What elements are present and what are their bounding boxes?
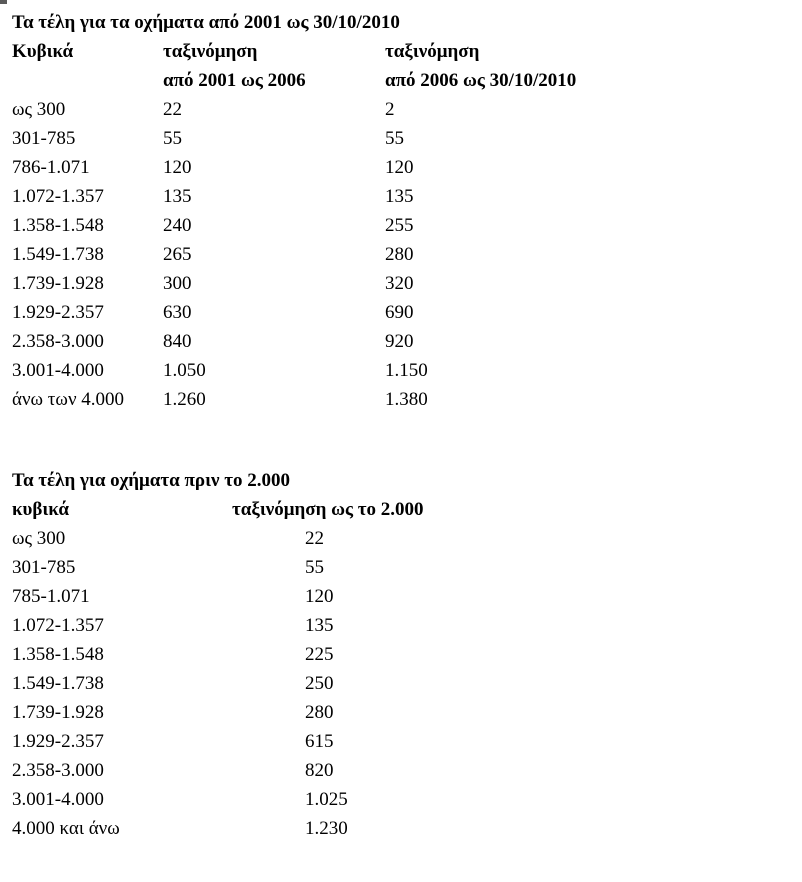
table-row [0,95,802,124]
table2-r6-cubic: 1.739-1.928 [12,702,104,723]
table-row [0,582,802,611]
table2-r10-cubic: 4.000 και άνω [12,818,120,839]
table-row [0,785,802,814]
table2-r7-cubic: 1.929-2.357 [12,731,104,752]
table2-header-class-to-2000 [232,495,424,524]
table2-r5-cubic: 1.549-1.738 [12,673,104,694]
table2-r0-tax: 22 [305,528,324,549]
table1-r0-tax-2001-2006: 22 [163,99,182,120]
table1-header-class-2006-2010-line1: ταξινόμηση [385,41,480,62]
table1-r8-cubic: 2.358-3.000 [12,331,104,352]
table-row [0,727,802,756]
table2-r9-tax: 1.025 [305,789,348,810]
table1-header-cubic [12,37,73,66]
table-row [0,153,802,182]
table1-title: Τα τέλη για τα οχήματα από 2001 ως 30/10/2010 [12,12,400,33]
table2-r1-cubic: 301-785 [12,557,76,578]
table1-header-row [0,37,802,95]
table2-r6-tax: 280 [305,702,334,723]
table2-r4-cubic: 1.358-1.548 [12,644,104,665]
table1-r0-tax-2006-2010: 2 [385,99,395,120]
table1-r7-tax-2001-2006: 630 [163,302,192,323]
table-row [0,814,802,843]
table-row [0,385,802,414]
table1-r9-tax-2006-2010: 1.150 [385,360,428,381]
table-row [0,124,802,153]
table2-r2-tax: 120 [305,586,334,607]
table2-body [0,524,802,843]
table1-r2-tax-2001-2006: 120 [163,157,192,178]
table1-r5-cubic: 1.549-1.738 [12,244,104,265]
table2-r9-cubic: 3.001-4.000 [12,789,104,810]
table1-r4-tax-2001-2006: 240 [163,215,192,236]
table2-header-cubic [12,495,69,524]
table2-header-cubic-line1: κυβικά [12,499,69,520]
table1-r1-tax-2001-2006: 55 [163,128,182,149]
table2-r8-cubic: 2.358-3.000 [12,760,104,781]
table1-r4-tax-2006-2010: 255 [385,215,414,236]
table1-r8-tax-2001-2006: 840 [163,331,192,352]
table1-r5-tax-2006-2010: 280 [385,244,414,265]
table-row [0,640,802,669]
vehicle-tax-table-before-2000 [0,466,802,843]
table2-r0-cubic: ως 300 [12,528,66,549]
table1-r10-cubic: άνω των 4.000 [12,389,125,410]
table1-r3-tax-2006-2010: 135 [385,186,414,207]
table1-r5-tax-2001-2006: 265 [163,244,192,265]
table-row [0,269,802,298]
table-row [0,182,802,211]
table1-r1-tax-2006-2010: 55 [385,128,404,149]
table1-r10-tax-2001-2006: 1.260 [163,389,206,410]
table-row [0,756,802,785]
table1-r2-cubic: 786-1.071 [12,157,90,178]
table1-r0-cubic: ως 300 [12,99,66,120]
vehicle-tax-table-2001-2010 [0,8,802,414]
table-row [0,553,802,582]
table2-r8-tax: 820 [305,760,334,781]
table1-header-class-2006-2010 [385,37,576,95]
table2-r5-tax: 250 [305,673,334,694]
table1-r9-tax-2001-2006: 1.050 [163,360,206,381]
table-row [0,211,802,240]
table-row [0,524,802,553]
table2-r10-tax: 1.230 [305,818,348,839]
table1-r8-tax-2006-2010: 920 [385,331,414,352]
table1-r6-tax-2006-2010: 320 [385,273,414,294]
table1-header-class-2006-2010-line2: από 2006 ως 30/10/2010 [385,70,577,91]
table1-r4-cubic: 1.358-1.548 [12,215,104,236]
table-row [0,298,802,327]
table1-r6-tax-2001-2006: 300 [163,273,192,294]
table-row [0,611,802,640]
table-row [0,356,802,385]
table-row [0,698,802,727]
table2-r1-tax: 55 [305,557,324,578]
table2-r3-cubic: 1.072-1.357 [12,615,104,636]
table1-r7-tax-2006-2010: 690 [385,302,414,323]
table1-r10-tax-2006-2010: 1.380 [385,389,428,410]
table1-r3-tax-2001-2006: 135 [163,186,192,207]
table1-header-class-2001-2006 [163,37,306,95]
table1-header-cubic-line1: Κυβικά [12,41,74,62]
table1-r3-cubic: 1.072-1.357 [12,186,104,207]
table2-header-row [0,495,802,524]
table1-r6-cubic: 1.739-1.928 [12,273,104,294]
table2-r2-cubic: 785-1.071 [12,586,90,607]
table2-header-class-to-2000-line1: ταξινόμηση ως το 2.000 [232,499,424,520]
table1-body [0,95,802,414]
table1-header-class-2001-2006-line2: από 2001 ως 2006 [163,70,306,91]
table1-header-class-2001-2006-line1: ταξινόμηση [163,41,258,62]
table2-r4-tax: 225 [305,644,334,665]
table-row [0,669,802,698]
table1-r2-tax-2006-2010: 120 [385,157,414,178]
table2-title: Τα τέλη για οχήματα πριν το 2.000 [12,470,290,491]
table1-r9-cubic: 3.001-4.000 [12,360,104,381]
scan-artifact [0,0,7,4]
table2-r7-tax: 615 [305,731,334,752]
table1-r7-cubic: 1.929-2.357 [12,302,104,323]
table-row [0,240,802,269]
table-row [0,327,802,356]
table2-r3-tax: 135 [305,615,334,636]
table1-r1-cubic: 301-785 [12,128,76,149]
